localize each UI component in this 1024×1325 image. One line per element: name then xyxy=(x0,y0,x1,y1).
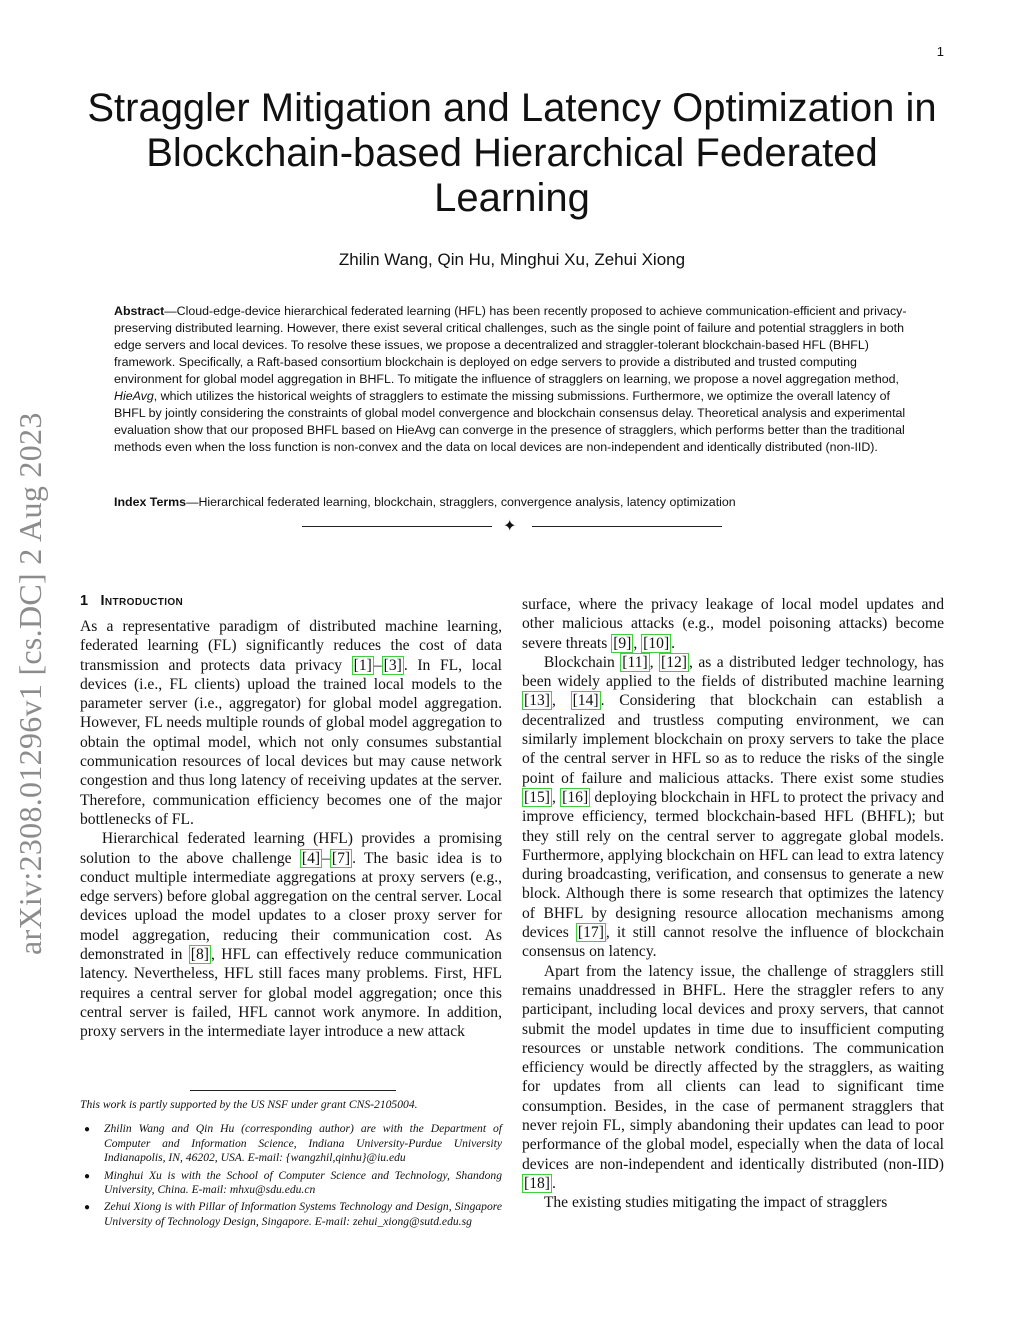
footnotes xyxy=(80,1098,502,1232)
bullet-icon: ● xyxy=(84,1170,91,1182)
citation-range-dash: – xyxy=(322,849,330,867)
citation-separator: , xyxy=(551,692,571,710)
citation-link[interactable]: [10] xyxy=(643,634,670,652)
intro-paragraph-1 xyxy=(80,617,502,829)
paragraph-text: Apart from the latency issue, the challenge of stragglers still remains unaddressed in BHFL. Here the straggler refers to any participant, including local devices and proxy servers, that cannot submit the model updates in time due to insufficient computing resources or unstable network conditions. The communication efficiency would be directly affected by the stragglers, as waiting for updates from all clients can lead to significant time consumption. Besides, in the case of permanent stragglers that never rejoin FL, simply abandoning their updates can lead to poor performance of the global model, especially when the data of local devices are non-independent and identically distributed (non-IID) xyxy=(522,962,944,1173)
arxiv-identifier: arXiv:2308.01296v1 [cs.DC] 2 Aug 2023 xyxy=(12,412,48,955)
footnote-rule xyxy=(190,1090,396,1091)
citation-link[interactable]: [15] xyxy=(524,788,550,806)
citation-link[interactable]: [17] xyxy=(577,924,604,942)
author-list: Zhilin Wang, Qin Hu, Minghui Xu, Zehui Xiong xyxy=(338,250,686,269)
section-title: Introduction xyxy=(100,593,184,609)
abstract-label: Abstract xyxy=(114,304,165,318)
citation-link[interactable]: [11] xyxy=(622,653,648,671)
index-terms xyxy=(114,494,910,511)
paragraph-text: Blockchain xyxy=(543,653,621,671)
right-column xyxy=(522,595,944,1213)
paper-title xyxy=(60,86,964,221)
paragraph-text: deploying blockchain in HFL to protect the privacy and improve efficiency, termed blockchain-based HFL (BHFL); but they still rely on the central server to aggregate global models. Furthermore, applying blockchain on HFL can lead to extra latency during broadcasting, verification, and consensus to generate a new block. Although there is some research that optimizes the latency of BHFL by designing resource allocation mechanisms among devices xyxy=(522,788,945,942)
citation-link[interactable]: [3] xyxy=(383,656,402,674)
index-terms-text: —Hierarchical federated learning, blockchain, stragglers, convergence analysis, latency optimization xyxy=(186,495,736,509)
citation-link[interactable]: [9] xyxy=(613,634,632,652)
page-number: 1 xyxy=(936,44,944,59)
affiliation-item xyxy=(80,1122,502,1165)
intro-paragraph-5 xyxy=(522,962,944,1194)
citation-link[interactable]: [18] xyxy=(524,1174,550,1192)
affiliation-text: Zhilin Wang and Qin Hu (corresponding author) are with the Department of Computer and Information Science, Indiana University-Purdue University Indianapolis, IN, 46202, USA. E-mail: {wangzhil,qinhu}@iu.edu xyxy=(104,1122,502,1165)
citation-link[interactable]: [7] xyxy=(331,849,351,867)
paragraph-text: Hierarchical federated learning (HFL) provides a promising solution to the above challenge xyxy=(80,830,502,867)
citation-link[interactable]: [16] xyxy=(562,788,589,806)
section-heading xyxy=(80,593,183,609)
section-number: 1 xyxy=(80,593,89,609)
index-terms-label: Index Terms xyxy=(114,495,187,509)
abstract-text: —Cloud-edge-device hierarchical federated learning (HFL) has been recently proposed to achieve communication-efficient and privacy-preserving distributed learning. However, there exist several critical challenges, such as the single point of failure and potential stragglers in both edge servers and local devices. To resolve these issues, we propose a decentralized and straggler-tolerant blockchain-based HFL (BHFL) framework. Specifically, a Raft-based consortium blockchain is deployed on edge servers to provide a distributed and trusted computing environment for global model aggregation in BHFL. To mitigate the influence of stragglers on learning, we propose a novel aggregation method, xyxy=(114,304,907,386)
separator-diamond-icon: ✦ xyxy=(503,516,517,535)
citation-link[interactable]: [1] xyxy=(353,656,372,674)
citation-range-dash: – xyxy=(373,656,382,674)
paragraph-text: . xyxy=(551,1174,556,1192)
funding-note: This work is partly supported by the US NSF under grant CNS-2105004. xyxy=(80,1098,418,1111)
intro-paragraph-3 xyxy=(522,595,944,653)
paragraph-text: As a representative paradigm of distributed machine learning, federated learning (FL) significantly reduces the cost of data transmission and protects data privacy xyxy=(80,618,502,674)
title-line: Straggler Mitigation and Latency Optimization in xyxy=(87,86,937,130)
paragraph-text: , HFL can effectively reduce communication latency. Nevertheless, HFL still faces many problems. First, HFL requires a central server for global model aggregation; once this central server is failed, HFL cannot work anymore. In addition, proxy servers in the intermediate layer introduce a new attack xyxy=(80,946,502,1041)
citation-separator: , xyxy=(649,653,660,671)
affiliation-list xyxy=(80,1122,502,1229)
paragraph-text: . The basic idea is to conduct multiple intermediate aggregations at proxy servers (e.g., edge servers) before global aggregation on the central server. Local devices upload the model updates to a closer proxy server for model aggregation, reducing their communication cost. As demonstrated in xyxy=(80,849,502,964)
abstract-method-name: HieAvg xyxy=(114,389,154,403)
title-line: Blockchain-based Hierarchical Federated xyxy=(146,131,878,175)
separator-line-left xyxy=(302,526,492,527)
paragraph-text: . Considering that blockchain can establish a decentralized and trustless computing environment, we can similarly implement blockchain on proxy servers to take the place of the central server in HFL so as to reduce the risks of the single point of failure and malicious attacks. There exist some studies xyxy=(522,692,944,787)
affiliation-text: Minghui Xu is with the School of Computer Science and Technology, Shandong University, China. E-mail: mhxu@sdu.edu.cn xyxy=(104,1168,502,1197)
bullet-icon: ● xyxy=(84,1124,91,1136)
intro-paragraph-2 xyxy=(80,829,502,1041)
title-line: Learning xyxy=(434,176,590,220)
bullet-icon: ● xyxy=(84,1202,91,1214)
affiliation-text: Zehui Xiong is with Pillar of Information Systems Technology and Design, Singapore University of Technology Design, Singapore. E-mail: zehui_xiong@sutd.edu.sg xyxy=(104,1200,502,1228)
intro-paragraph-6: The existing studies mitigating the impact of stragglers xyxy=(543,1194,888,1212)
intro-paragraph-4 xyxy=(522,653,944,962)
paragraph-text: surface, where the privacy leakage of local model updates and other malicious attacks (e.g., model poisoning attacks) become severe threats xyxy=(522,596,944,652)
abstract-text-continued: , which utilizes the historical weights of stragglers to estimate the missing submissions. Furthermore, we optimize the overall latency of BHFL by jointly considering the constraints of global model convergence and blockchain consensus delay. Theoretical analysis and experimental evaluation show that our proposed BHFL based on HieAvg can converge in the presence of stragglers, which performs better than the traditional methods even when the loss function is non-convex and the data on local devices are non-independent and identically distributed (non-IID). xyxy=(114,389,906,454)
citation-link[interactable]: [4] xyxy=(301,849,321,867)
paragraph-text: , it still cannot resolve the influence of blockchain consensus on latency. xyxy=(522,924,944,961)
citation-separator: , xyxy=(633,634,642,652)
abstract xyxy=(114,303,910,456)
citation-link[interactable]: [13] xyxy=(524,692,550,710)
separator-line-right xyxy=(532,526,722,527)
affiliation-item xyxy=(80,1200,502,1229)
paragraph-text: , as a distributed ledger technology, has been widely applied to the fields of distributed machine learning xyxy=(522,653,944,691)
citation-separator: , xyxy=(551,788,561,806)
affiliation-item xyxy=(80,1169,502,1198)
citation-link[interactable]: [8] xyxy=(190,946,209,964)
citation-link[interactable]: [12] xyxy=(661,653,687,671)
paragraph-text: . xyxy=(671,634,676,652)
paragraph-text: . In FL, local devices (i.e., FL clients) upload the trained local models to the parameter server (i.e., aggregator) for global model aggregation. However, FL needs multiple rounds of global model aggregation to obtain the optimal model, which not only consumes substantial communication resources of local devices but may cause network congestion and thus long latency of receiving updates at the server. Therefore, communication efficiency becomes one of the major bottlenecks of FL. xyxy=(80,656,503,828)
citation-link[interactable]: [14] xyxy=(572,692,599,710)
left-column xyxy=(80,617,502,1042)
